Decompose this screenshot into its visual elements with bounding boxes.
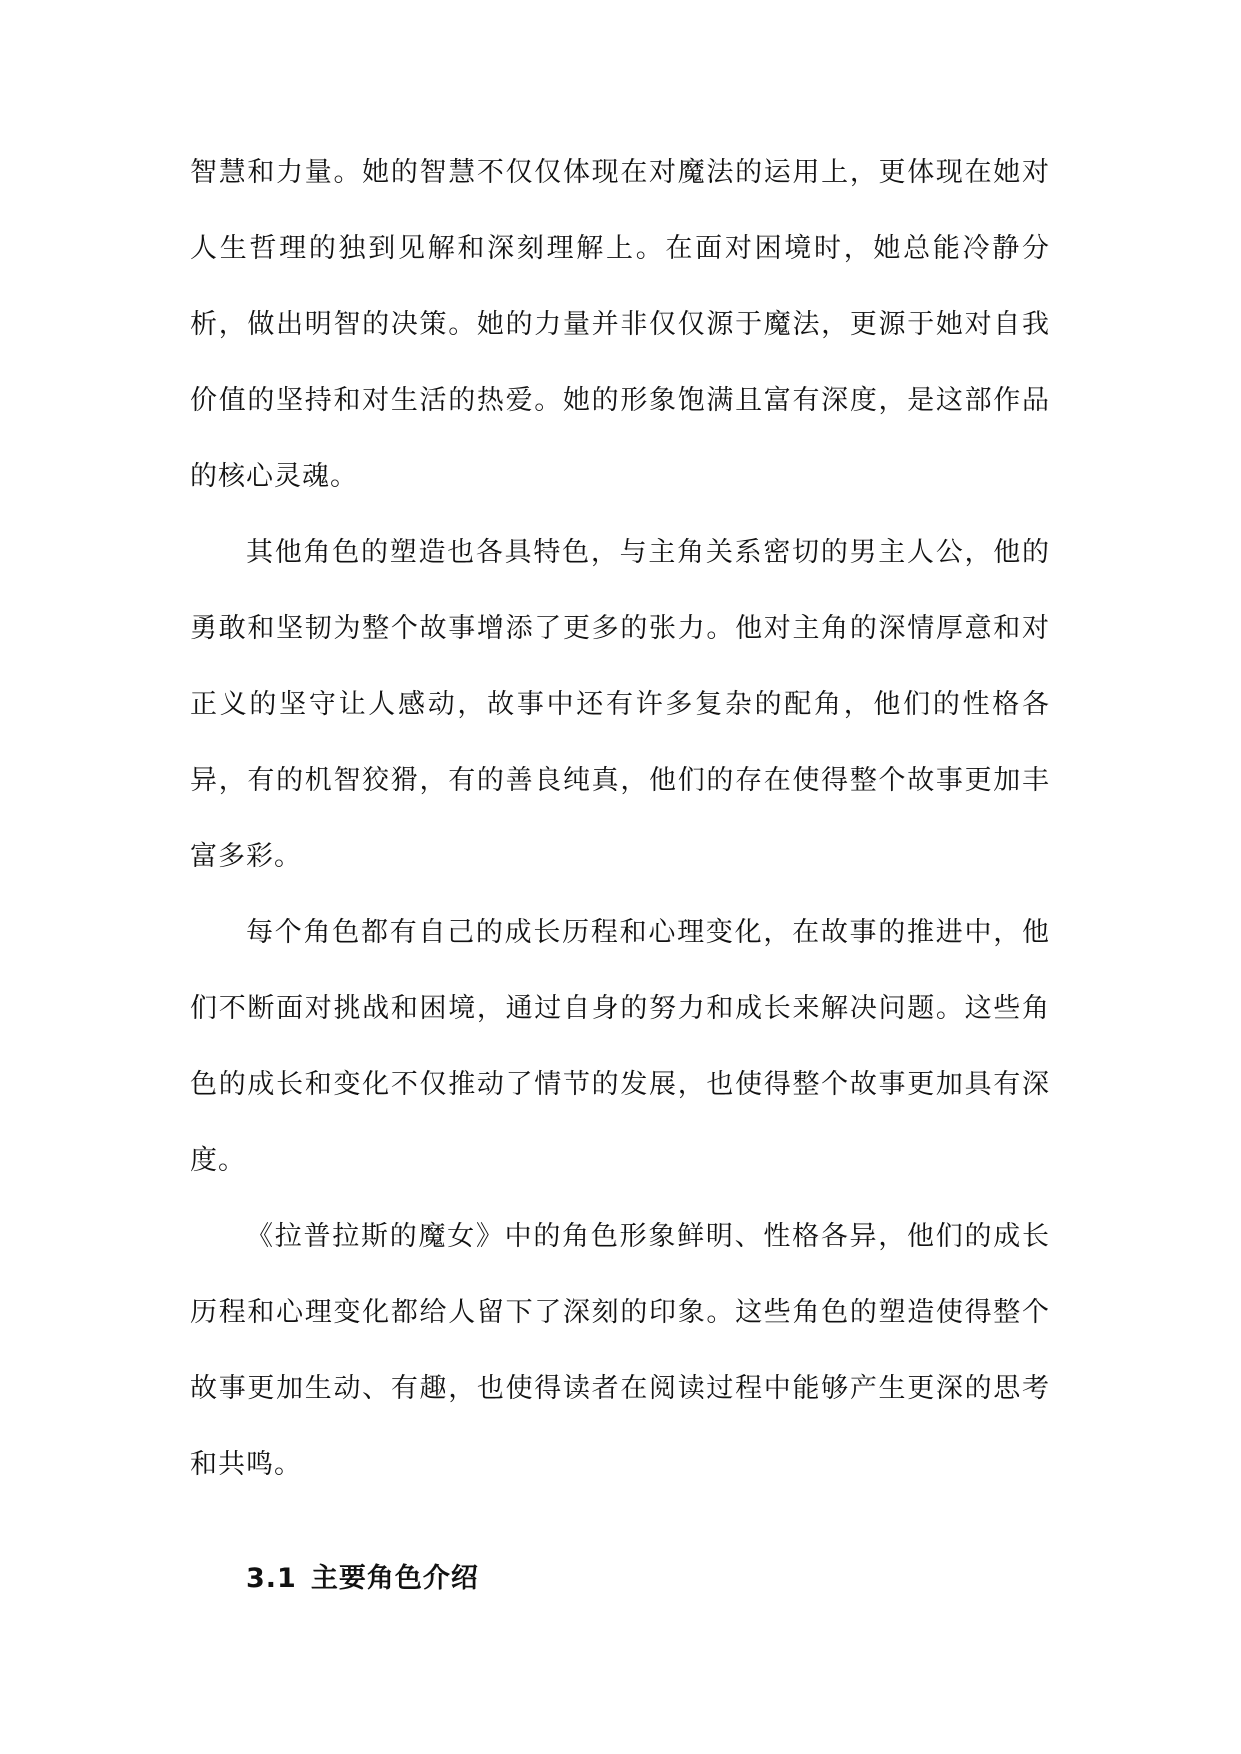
document-body [190,135,1050,1617]
section-number: 3.1 [246,1563,297,1594]
paragraph-continued: 智慧和力量。她的智慧不仅仅体现在对魔法的运用上，更体现在她对人生哲理的独到见解和深刻理解上。在面对困境时，她总能冷静分析，做出明智的决策。她的力量并非仅仅源于魔法，更源于她对自我价值的坚持和对生活的热爱。她的形象饱满且富有深度，是这部作品的核心灵魂。 [190,157,1050,492]
section-heading [246,1541,1050,1617]
section-title: 主要角色介绍 [310,1563,479,1594]
paragraph-summary: 《拉普拉斯的魔女》中的角色形象鲜明、性格各异，他们的成长历程和心理变化都给人留下了深刻的印象。这些角色的塑造使得整个故事更加生动、有趣，也使得读者在阅读过程中能够产生更深的思考和共鸣。 [190,1221,1050,1480]
paragraph-supporting-characters: 其他角色的塑造也各具特色，与主角关系密切的男主人公，他的勇敢和坚韧为整个故事增添了更多的张力。他对主角的深情厚意和对正义的坚守让人感动，故事中还有许多复杂的配角，他们的性格各异，有的机智狡猾，有的善良纯真，他们的存在使得整个故事更加丰富多彩。 [190,537,1050,872]
paragraph-character-growth: 每个角色都有自己的成长历程和心理变化，在故事的推进中，他们不断面对挑战和困境，通过自身的努力和成长来解决问题。这些角色的成长和变化不仅推动了情节的发展，也使得整个故事更加具有深度。 [190,917,1050,1176]
